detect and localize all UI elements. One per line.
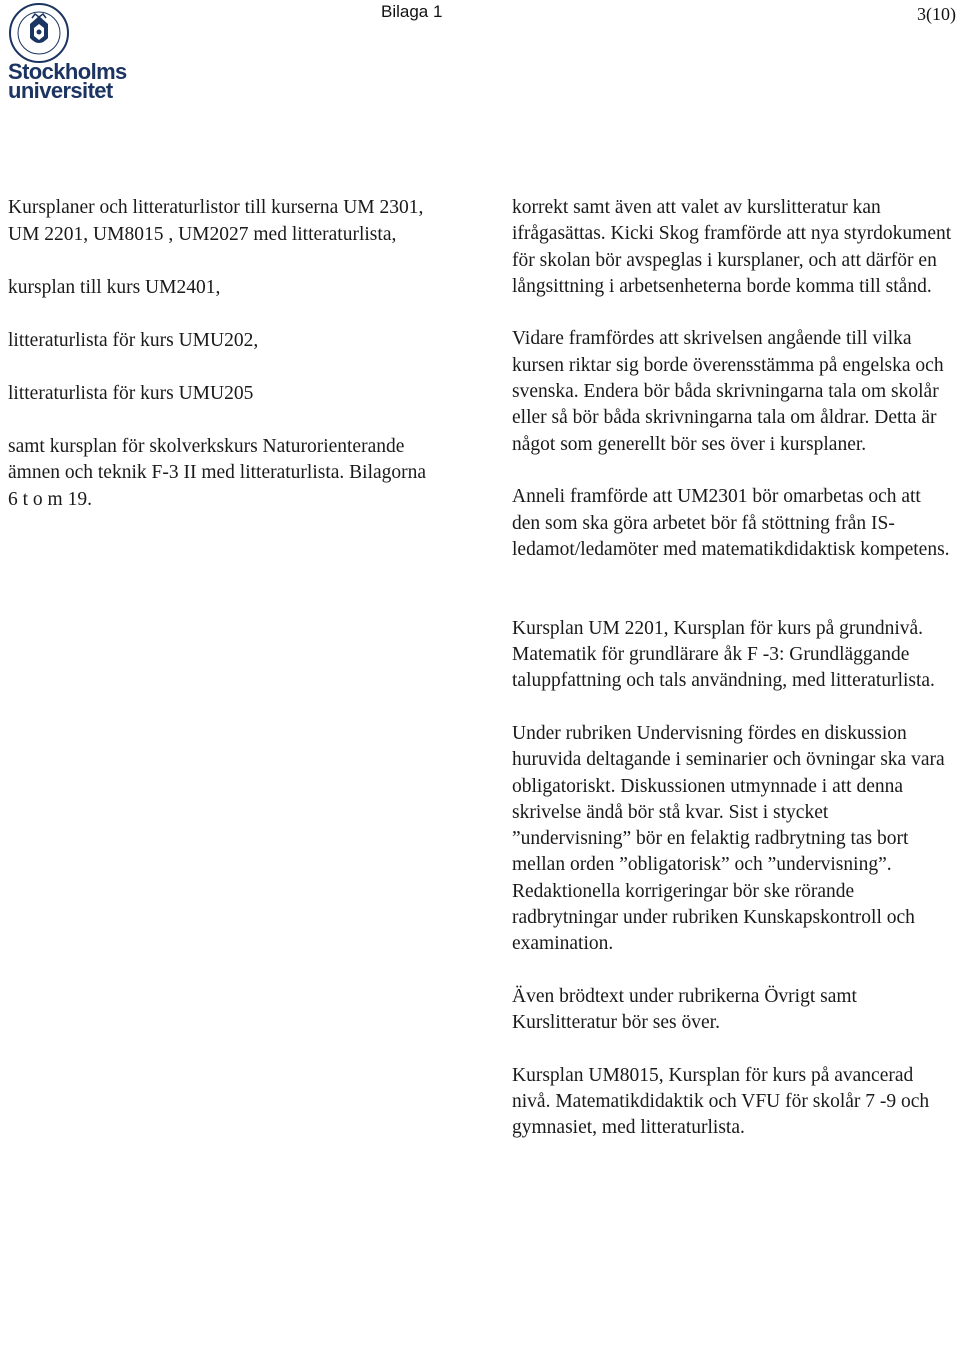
left-line: Kursplaner och litteraturlistor till kurserna UM 2301,	[8, 197, 424, 218]
paragraph: Under rubriken Undervisning fördes en diskussion huruvida deltagande i seminarier och övningar ska vara obligatoriskt. Diskussionen utmynnade i att denna skrivelse ändå bör stå kvar. Sist i stycket ”undervisning” bör en felaktig radbrytning tas bort mellan orden ”obligatorisk” och ”undervisning”. Redaktionella korrigeringar bör ske rörande radbrytningar under rubriken Kunskapskontroll och examination.	[512, 722, 945, 955]
paragraph: Kursplan UM8015, Kursplan för kurs på avancerad nivå. Matematikdidaktik och VFU för skolår 7 -9 och gymnasiet, med litteraturlista.	[512, 1064, 930, 1139]
university-seal-icon	[8, 2, 70, 64]
paragraph: korrekt samt även att valet av kurslitteratur kan ifrågasättas. Kicki Skog framförde att nya styrdokument för skolan bör avspeglas i kursplaner, och att därför en långsittning i arbetsenheterna borde komma till stånd.	[512, 197, 952, 297]
logo-wordmark	[8, 59, 127, 103]
logo-line-2: universitet	[8, 78, 113, 103]
header-label: Bilaga 1	[381, 2, 443, 21]
right-column	[512, 195, 952, 1168]
left-line: UM 2201, UM8015 , UM2027 med litteraturlista,	[8, 223, 397, 245]
left-line: litteraturlista för kurs UMU205	[8, 382, 254, 404]
left-spacer	[8, 354, 498, 381]
left-spacer	[8, 248, 498, 275]
paragraph: Vidare framfördes att skrivelsen angående till vilka kursen riktar sig borde överensstämma på engelska och svenska. Endera bör båda skrivningarna tala om skolår eller så bör båda skrivningarna tala om åldrar. Detta är något som generellt bör ses över i kursplaner.	[512, 328, 944, 455]
paragraph: Kursplan UM 2201, Kursplan för kurs på grundnivå. Matematik för grundlärare åk F -3: Grundläggande taluppfattning och tals användning, med litteraturlista.	[512, 617, 935, 692]
left-spacer	[8, 301, 498, 328]
left-line: 6 t o m 19.	[8, 488, 92, 510]
left-column	[8, 195, 498, 513]
paragraph: Anneli framförde att UM2301 bör omarbetas och att den som ska göra arbetet bör få stöttning från IS-ledamot/ledamöter med matematikdidaktisk kompetens.	[512, 486, 950, 560]
page-number: 3(10)	[917, 4, 956, 24]
paragraph: Även brödtext under rubrikerna Övrigt samt Kurslitteratur bör ses över.	[512, 985, 857, 1034]
university-logo	[6, 2, 136, 102]
left-line: litteraturlista för kurs UMU202,	[8, 329, 259, 351]
left-line: kursplan till kurs UM2401,	[8, 276, 221, 298]
left-line: samt kursplan för skolverkskurs Naturorienterande	[8, 435, 405, 457]
left-line: ämnen och teknik F-3 II med litteraturlista. Bilagorna	[8, 462, 427, 483]
logo-line-1: Stockholms	[8, 59, 127, 84]
left-spacer	[8, 407, 498, 434]
